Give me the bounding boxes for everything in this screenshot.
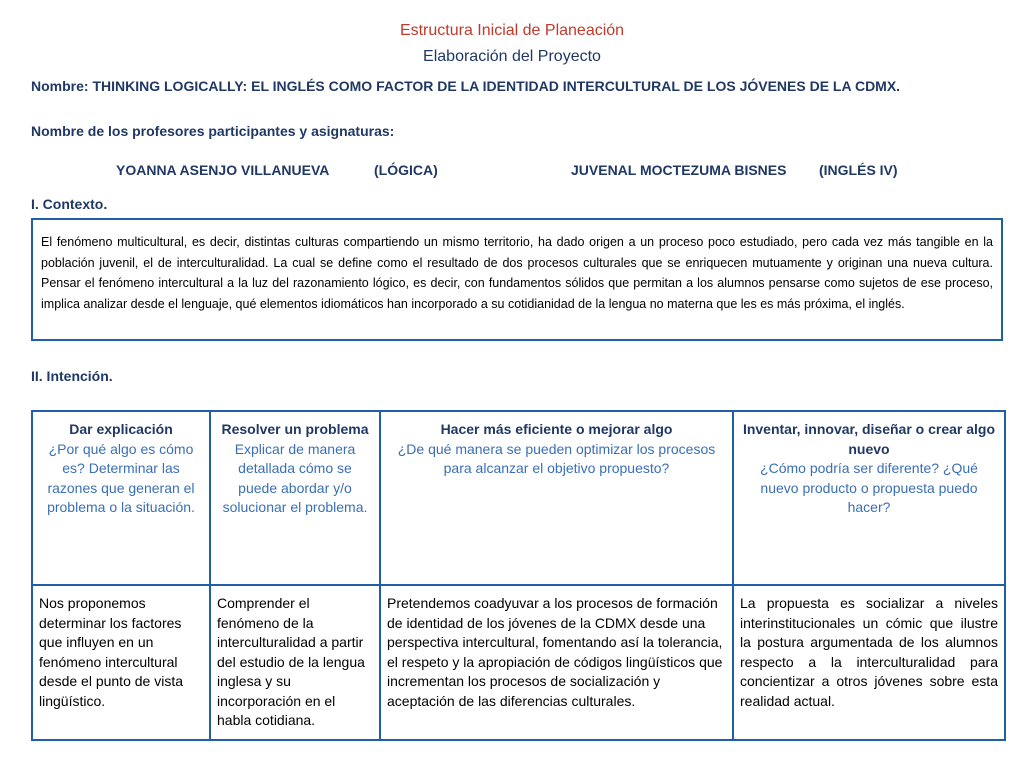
column-title: Hacer más eficiente o mejorar algo [440, 421, 673, 437]
table-cell: Comprender el fenómeno de la interculturalidad a partir del estudio de la lengua inglesa y su incorporación en el habla cotidiana. [210, 585, 380, 740]
project-name: Nombre: THINKING LOGICALLY: EL INGLÉS COMO FACTOR DE LA IDENTIDAD INTERCULTURAL DE LOS JÓVENES DE LA CDMX. [31, 78, 901, 94]
table-cell: Pretendemos coadyuvar a los procesos de formación de identidad de los jóvenes de la CDMX desde una perspectiva intercultural, fomentando así la tolerancia, el respeto y la apropiación de códigos lingüísticos que incrementan los procesos de socialización y aceptación de las diferencias culturales. [380, 585, 733, 740]
teachers-label: Nombre de los profesores participantes y asignaturas: [31, 123, 395, 139]
intention-heading: II. Intención. [31, 368, 113, 384]
column-title: Dar explicación [69, 421, 173, 437]
intention-table [31, 410, 1006, 741]
column-description: Explicar de manera detallada cómo se puede abordar y/o solucionar el problema. [222, 440, 368, 515]
context-heading: I. Contexto. [31, 196, 108, 212]
table-cell: Nos proponemos determinar los factores que influyen en un fenómeno intercultural desde el punto de vista lingüístico. [32, 585, 210, 740]
column-title: Resolver un problema [221, 421, 369, 437]
table-header-cell [210, 411, 380, 585]
column-description: ¿Cómo podría ser diferente? ¿Qué nuevo producto o propuesta puedo hacer? [760, 460, 978, 515]
teacher-name: YOANNA ASENJO VILLANUEVA [116, 162, 330, 178]
table-row [32, 585, 1005, 740]
table-header-cell [733, 411, 1005, 585]
column-title: Inventar, innovar, diseñar o crear algo nuevo [742, 421, 996, 457]
page-title: Estructura Inicial de Planeación [399, 22, 625, 39]
table-row [32, 411, 1005, 585]
table-header-cell [32, 411, 210, 585]
context-text: El fenómeno multicultural, es decir, distintas culturas compartiendo un mismo territorio, ha dado origen a un proceso poco estudiado, pero cada vez más tangible en la población juvenil, el de interculturalidad. La cual se define como el resultado de dos procesos culturales que se enriquecen mutuamente y originan una nueva cultura. Pensar el fenómeno intercultural a la luz del razonamiento lógico, es decir, con fundamentos sólidos que permitan a los alumnos pensarse como sujetos de ese proceso, implica analizar desde el lenguaje, qué elementos idiomáticos han incorporado a su cotidianidad de la lengua no materna que les es más próxima, el inglés. [31, 218, 1003, 341]
teacher-subject: (LÓGICA) [374, 162, 438, 178]
column-description: ¿Por qué algo es cómo es? Determinar las razones que generan el problema o la situación. [47, 440, 195, 515]
column-description: ¿De qué manera se pueden optimizar los procesos para alcanzar el objetivo propuesto? [397, 440, 716, 476]
table-header-cell [380, 411, 733, 585]
teacher-subject: (INGLÉS IV) [819, 162, 898, 178]
page-subtitle: Elaboración del Proyecto [423, 48, 601, 65]
table-cell: La propuesta es socializar a niveles interinstitucionales un cómic que ilustre la postura argumentada de los alumnos respecto a la interculturalidad para concientizar a otros jóvenes sobre esta realidad actual. [733, 585, 1005, 740]
teacher-name: JUVENAL MOCTEZUMA BISNES [571, 162, 787, 178]
